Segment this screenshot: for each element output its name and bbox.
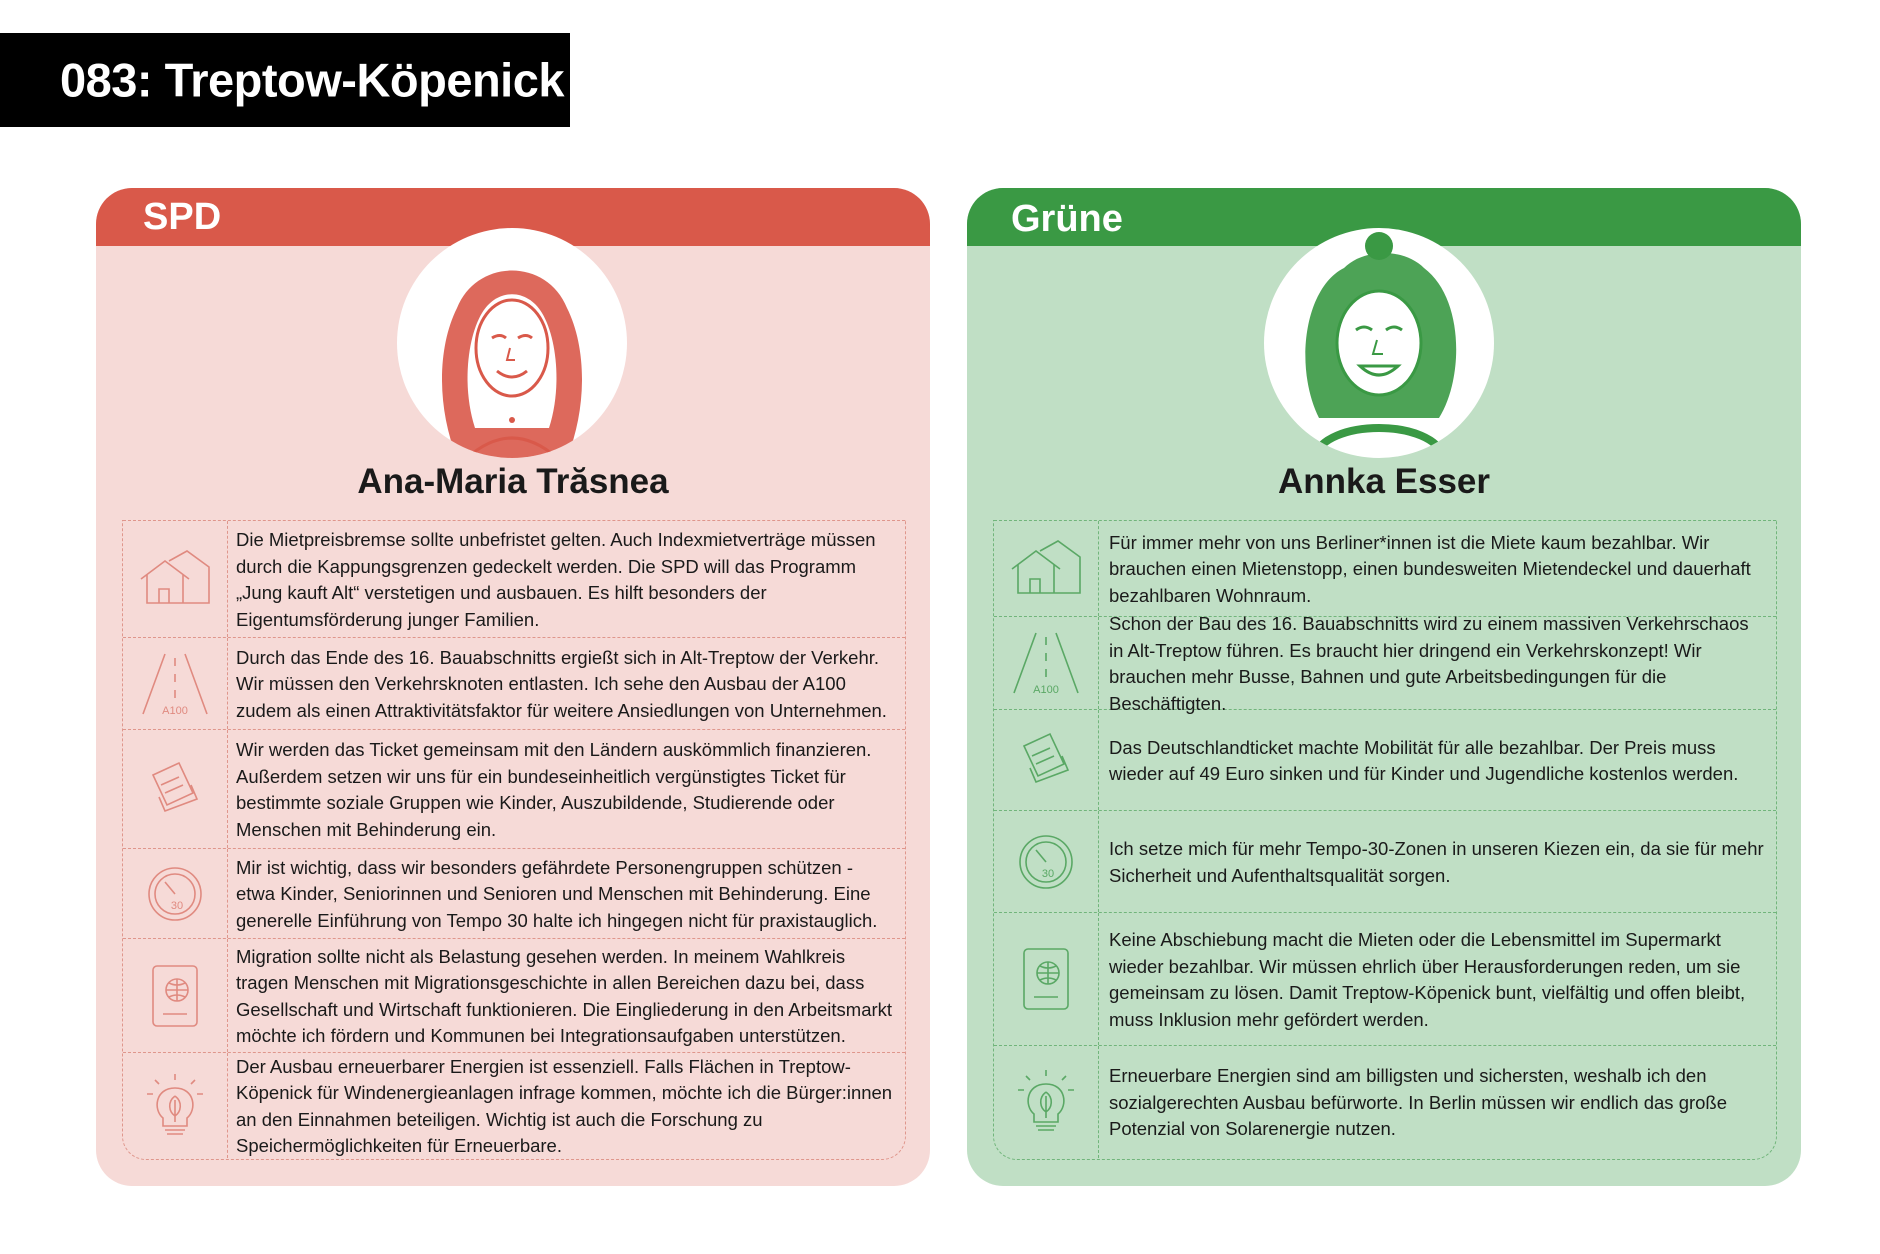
topic-text: Für immer mehr von uns Berliner*innen ist die Miete kaum bezahlbar. Wir brauchen einen Mietenstopp, einen bundesweiten Mietendeckel und dauerhaft bezahlbaren Wohnraum. — [1109, 531, 1751, 606]
title-bar — [0, 33, 570, 127]
topic-row-traffic — [123, 637, 905, 729]
topic-text: Erneuerbare Energien sind am billigsten und sichersten, weshalb ich den sozialgerechten Ausbau befürworte. In Berlin müssen wir endlich das große Potenzial von Solarenergie nutzen. — [1109, 1065, 1728, 1140]
topic-row-housing — [123, 520, 905, 637]
passport-icon — [123, 939, 228, 1052]
passport-icon — [994, 913, 1099, 1045]
ticket-icon — [994, 710, 1099, 810]
party-name: Grüne — [1011, 198, 1123, 240]
topic-text: Die Mietpreisbremse sollte unbefristet gelten. Auch Indexmietverträge müssen durch die Kappungsgrenzen gedeckelt werden. Die SPD will das Programm „Jung kauft Alt“ verstetigen und ausbauen. Es hilft besonders der Eigentumsförderung junger Familien. — [236, 529, 876, 630]
a100-road-icon — [994, 617, 1099, 709]
topic-row-energy — [123, 1052, 905, 1158]
page-title: 083: Treptow-Köpenick — [60, 53, 564, 107]
topic-row-ticket — [994, 709, 1776, 810]
party-name: SPD — [143, 196, 222, 238]
topic-text: Das Deutschlandticket machte Mobilität für alle bezahlbar. Der Preis muss wieder auf 49 Euro sinken und für Kinder und Jugendliche kostenlos werden. — [1109, 736, 1739, 784]
icon-label: A100 — [162, 704, 188, 717]
topic-row-migration — [994, 912, 1776, 1045]
a100-road-icon — [123, 638, 228, 729]
candidate-name: Ana-Maria Trăsnea — [357, 462, 669, 501]
topic-row-traffic — [994, 613, 1776, 714]
topic-text: Schon der Bau des 16. Bauabschnitts wird zu einem massiven Verkehrschaos in Alt-Treptow führen. Es braucht hier dringend ein Verkehrskonzept! Wir brauchen mehr Busse, Bahnen und gute Arbeitsbedingungen für die Beschäftigten. — [1109, 613, 1749, 714]
topic-row-ticket — [123, 729, 905, 848]
topic-text: Wir werden das Ticket gemeinsam mit den Ländern auskömmlich finanzieren. Außerdem setzen wir uns für ein bundeseinheitlich vergünstigtes Ticket für bestimmte soziale Gruppen wie Kinder, Auszubildende, Studierende oder Menschen mit Behinderung ein. — [236, 739, 872, 840]
topics-table — [122, 520, 906, 1160]
candidate-portrait — [1264, 228, 1494, 458]
topic-row-tempo — [994, 810, 1776, 912]
lightbulb-leaf-icon — [994, 1046, 1099, 1158]
candidate-card-gruene — [967, 188, 1801, 1186]
topic-row-migration — [123, 938, 905, 1052]
house-icon — [994, 521, 1099, 616]
topic-text: Ich setze mich für mehr Tempo-30-Zonen in unseren Kiezen ein, da sie für mehr Sicherheit und Aufenthaltsqualität sorgen. — [1109, 838, 1764, 886]
topic-row-tempo — [123, 848, 905, 938]
topic-text: Mir ist wichtig, dass wir besonders gefährdete Personengruppen schützen - etwa Kinder, Seniorinnen und Senioren und Menschen mit Behinderung. Eine generelle Einführung von Tempo 30 halte ich hingegen nicht für praxistauglich. — [236, 856, 878, 931]
topic-text: Keine Abschiebung macht die Mieten oder die Lebensmittel im Supermarkt wieder bezahlbar. Wir müssen ehrlich über Herausforderungen reden, um sie gemeinsam zu lösen. Damit Treptow-Köpenick bunt, vielfältig und offen bleibt, muss Inklusion mehr gefördert werden. — [1109, 929, 1746, 1030]
topic-text: Der Ausbau erneuerbarer Energien ist essenziell. Falls Flächen in Treptow-Köpenick für Windenergieanlagen infrage kommen, möchte ich die Bürger:innen an den Einnahmen beteiligen. Wichtig ist auch die Forschung zu Speichermöglichkeiten für Erneuerbare. — [236, 1055, 893, 1156]
topics-table — [993, 520, 1777, 1160]
lightbulb-leaf-icon — [123, 1053, 228, 1158]
icon-label: 30 — [1041, 867, 1055, 880]
topic-row-energy — [994, 1045, 1776, 1158]
ticket-icon — [123, 730, 228, 848]
icon-label: 30 — [170, 899, 184, 912]
candidate-portrait — [397, 228, 627, 458]
icon-label: A100 — [1033, 684, 1059, 696]
topic-text: Migration sollte nicht als Belastung gesehen werden. In meinem Wahlkreis tragen Menschen mit Migrationsgeschichte in allen Bereichen dazu bei, dass Gesellschaft und Wirtschaft funktionieren. Die Eingliederung in den Arbeitsmarkt möchte ich fördern und Kommunen bei Integrationsaufgaben unterstützen. — [236, 945, 893, 1046]
topic-row-housing — [994, 520, 1776, 616]
candidate-name: Annka Esser — [1277, 462, 1491, 501]
house-icon — [123, 521, 228, 637]
speedometer-30-icon — [123, 849, 228, 938]
candidate-card-spd — [96, 188, 930, 1186]
topic-text: Durch das Ende des 16. Bauabschnitts ergießt sich in Alt-Treptow der Verkehr. Wir müssen den Verkehrsknoten entlasten. Ich sehe den Ausbau der A100 zudem als einen Attraktivitätsfaktor für weitere Ansiedlungen von Unternehmen. — [236, 646, 887, 721]
speedometer-30-icon — [994, 811, 1099, 912]
